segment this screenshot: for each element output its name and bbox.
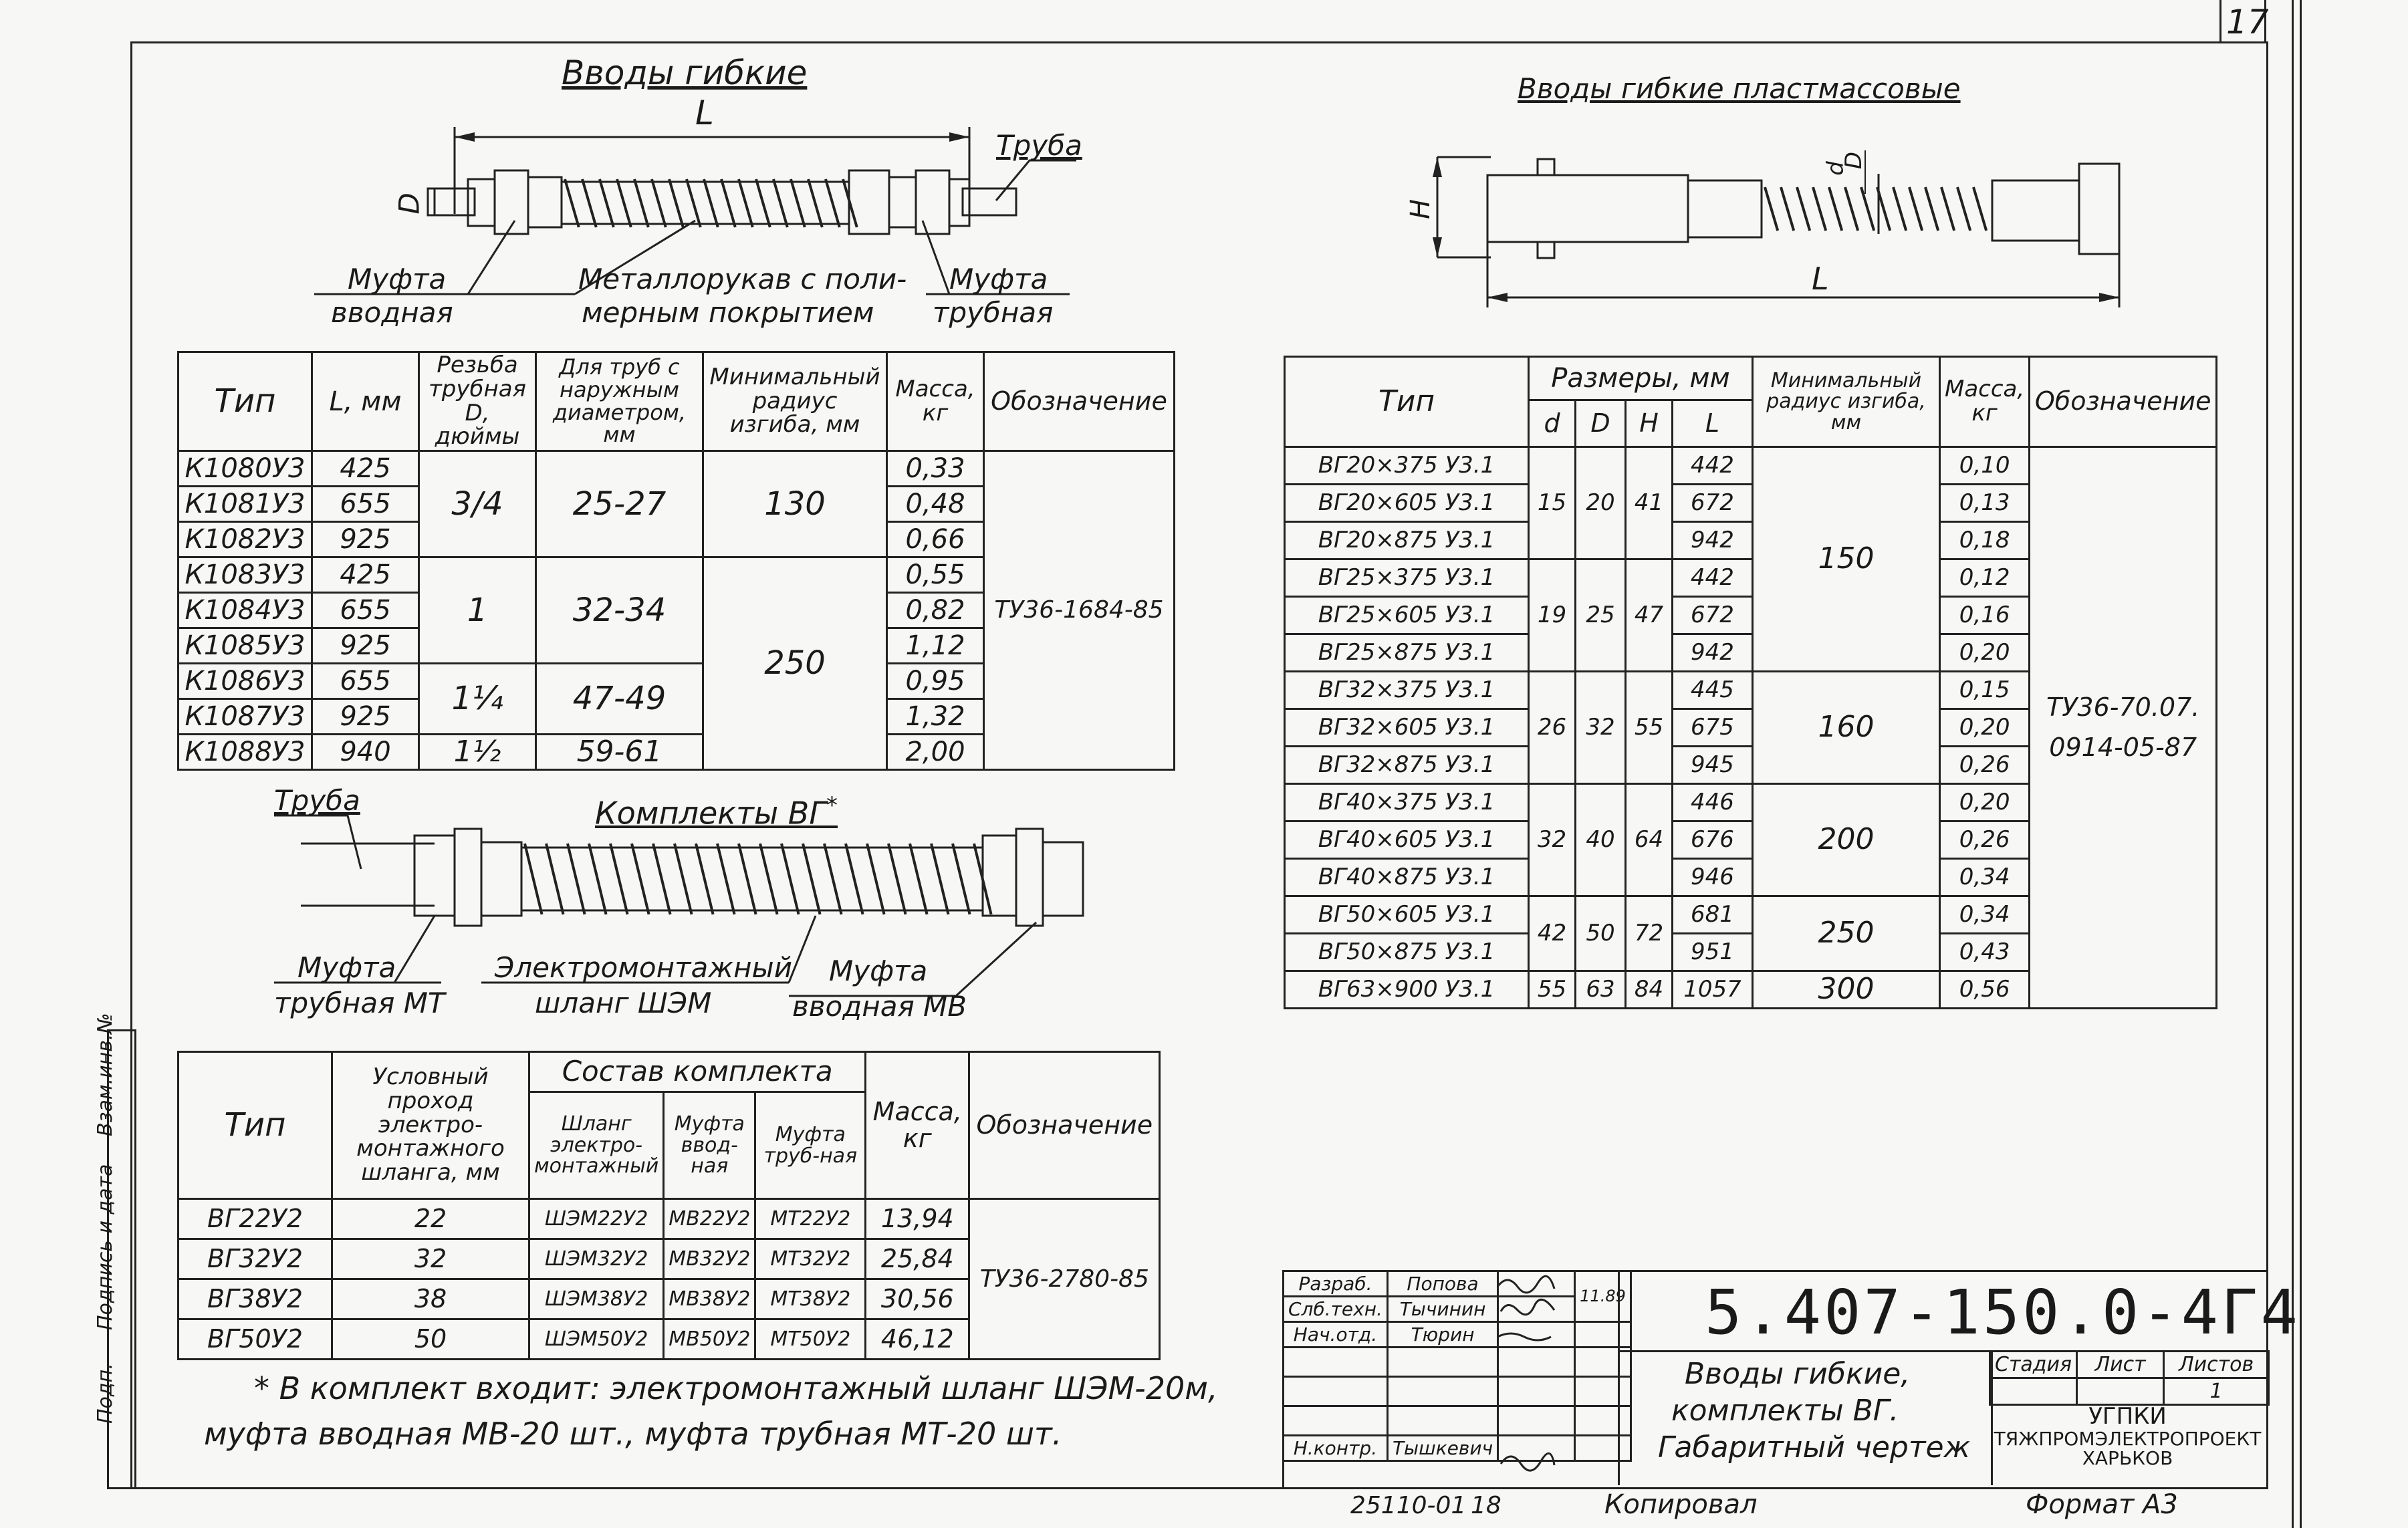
t2-r0-mt: МТ22У2 (755, 1199, 866, 1239)
t2-r1-mv: МВ32У2 (664, 1239, 755, 1279)
t2-r1-shlang: ШЭМ32У2 (529, 1239, 664, 1279)
t1-r2-type: К1082У3 (178, 522, 312, 557)
t3-r12-L: 681 (1673, 896, 1753, 934)
t1-radius-0: 130 (703, 451, 887, 557)
t3-r9-L: 446 (1673, 784, 1753, 821)
stamp-role-1: Слб.техн. (1284, 1297, 1388, 1322)
t1-r8-L: 940 (312, 735, 419, 770)
t2-r2-mt: МТ38У2 (755, 1279, 866, 1319)
label-mufta-vvodnaya-2: вводная (331, 296, 453, 329)
stamp-sheet-label: Лист (2077, 1352, 2164, 1378)
t3-r3-type: ВГ25×375 У3.1 (1285, 559, 1529, 597)
t1-g1-diam: 32-34 (536, 557, 703, 664)
stamp-name-6: Тышкевич (1387, 1436, 1497, 1461)
stamp-stage-value (1990, 1378, 2077, 1405)
t1-g2-thread: 1¼ (419, 664, 536, 735)
label-mufta-trubnaya-1: Муфта (949, 263, 1048, 295)
stamp-org-1: УГПКИ (2088, 1403, 2167, 1430)
t2-r2-mass: 30,56 (866, 1279, 969, 1319)
t1-r7-L: 925 (312, 699, 419, 735)
t3-r13-L: 951 (1673, 934, 1753, 971)
kit-title-asterisk: * (826, 792, 838, 819)
t3-g0-D: 20 (1576, 447, 1626, 559)
t3-r2-type: ВГ20×875 У3.1 (1285, 522, 1529, 559)
stamp-name-2: Тюрин (1387, 1322, 1497, 1348)
t1-r1-mass: 0,48 (887, 487, 984, 522)
t2-r0-mass: 13,94 (866, 1199, 969, 1239)
t3-h-radius: Минимальный радиус изгиба, мм (1753, 357, 1940, 447)
t2-h-mufta-vv: Муфта ввод-ная (664, 1092, 755, 1199)
kit-title-text: Комплекты ВГ (595, 795, 826, 832)
t2-h-type: Тип (178, 1052, 332, 1199)
t3-r7-L: 675 (1673, 709, 1753, 747)
dim-L-right: L (1812, 261, 1829, 297)
t2-r3-mv: МВ50У2 (664, 1319, 755, 1360)
t3-g1-H: 47 (1626, 559, 1673, 672)
t3-r6-type: ВГ32×375 У3.1 (1285, 672, 1529, 709)
t1-r6-L: 655 (312, 664, 419, 699)
t3-g5-D: 63 (1576, 971, 1626, 1009)
t3-r10-L: 676 (1673, 821, 1753, 859)
t3-g3-H: 64 (1626, 784, 1673, 896)
t1-r3-type: К1083У3 (178, 557, 312, 593)
t1-r4-type: К1084У3 (178, 593, 312, 628)
stamp-org-3: ХАРЬКОВ (2082, 1447, 2173, 1470)
t1-r3-mass: 0,55 (887, 557, 984, 593)
stamp-role-6: Н.контр. (1284, 1436, 1388, 1461)
dim-D-left: D (392, 193, 426, 215)
t3-g1-D: 25 (1576, 559, 1626, 672)
t3-radius-2: 200 (1753, 784, 1940, 896)
label-mufta-vvodnaya-1: Муфта (348, 263, 447, 295)
t1-r5-mass: 1,12 (887, 628, 984, 664)
t2-r3-type: ВГ50У2 (178, 1319, 332, 1360)
t3-g2-H: 55 (1626, 672, 1673, 784)
stamp-title-2: комплекты ВГ. (1671, 1394, 1899, 1428)
t1-r1-type: К1081У3 (178, 487, 312, 522)
t1-r6-type: К1086У3 (178, 664, 312, 699)
kit-label-shlang-2: шланг ШЭМ (535, 987, 712, 1019)
t2-r2-bore: 38 (332, 1279, 529, 1319)
t2-r3-mass: 46,12 (866, 1319, 969, 1360)
dim-H-right: H (1405, 199, 1437, 220)
t1-r4-L: 655 (312, 593, 419, 628)
kit-label-mufta-mv-2: вводная МВ (792, 990, 967, 1023)
stamp-role-0: Разраб. (1284, 1271, 1388, 1297)
t2-r0-type: ВГ22У2 (178, 1199, 332, 1239)
t2-r3-mt: МТ50У2 (755, 1319, 866, 1360)
t3-r4-mass: 0,16 (1940, 597, 2030, 634)
t3-g1-d: 19 (1529, 559, 1576, 672)
t3-h-mass: Масса, кг (1940, 357, 2030, 447)
t2-designation: ТУ36-2780-85 (969, 1199, 1160, 1360)
t3-r4-type: ВГ25×605 У3.1 (1285, 597, 1529, 634)
t1-g0-diam: 25-27 (536, 451, 703, 557)
left-strip-podpis: Подпись и дата (94, 1164, 117, 1330)
t3-h-type: Тип (1285, 357, 1529, 447)
t3-r8-mass: 0,26 (1940, 747, 2030, 784)
t3-g3-D: 40 (1576, 784, 1626, 896)
t3-r4-L: 672 (1673, 597, 1753, 634)
t2-h-bore: Условный проход электро-монтажного шланга, мм (332, 1052, 529, 1199)
t3-g0-H: 41 (1626, 447, 1673, 559)
t3-g4-d: 42 (1529, 896, 1576, 971)
t1-g3-diam: 59-61 (536, 735, 703, 770)
t1-r2-L: 925 (312, 522, 419, 557)
t3-g4-D: 50 (1576, 896, 1626, 971)
t3-r1-L: 672 (1673, 485, 1753, 522)
t3-r7-mass: 0,20 (1940, 709, 2030, 747)
t3-g5-d: 55 (1529, 971, 1576, 1009)
dim-d-right: d (1822, 161, 1849, 176)
t2-h-composition: Состав комплекта (529, 1052, 866, 1092)
copied-label: Копировал (1604, 1489, 1758, 1520)
kit-label-mufta-mt-1: Муфта (297, 951, 396, 984)
t3-r2-L: 942 (1673, 522, 1753, 559)
t1-r8-mass: 2,00 (887, 735, 984, 770)
stamp-name-0: Попова (1387, 1271, 1497, 1297)
t3-h-d: d (1529, 400, 1576, 447)
t1-r3-L: 425 (312, 557, 419, 593)
t3-r13-mass: 0,43 (1940, 934, 2030, 971)
t1-g3-thread: 1½ (419, 735, 536, 770)
t3-r3-L: 442 (1673, 559, 1753, 597)
t3-r14-type: ВГ63×900 У3.1 (1285, 971, 1529, 1009)
t1-h-L: L, мм (312, 352, 419, 451)
left-title: Вводы гибкие (562, 53, 808, 92)
t3-r9-mass: 0,20 (1940, 784, 2030, 821)
stamp-sheets-label: Листов (2164, 1352, 2269, 1378)
stamp-org-2: ТЯЖПРОМЭЛЕКТРОПРОЕКТ (1994, 1427, 2262, 1450)
t2-r0-shlang: ШЭМ22У2 (529, 1199, 664, 1239)
t1-r7-mass: 1,32 (887, 699, 984, 735)
t3-g2-d: 26 (1529, 672, 1576, 784)
t3-radius-4: 300 (1753, 971, 1940, 1009)
t3-radius-0: 150 (1753, 447, 1940, 672)
t3-r14-mass: 0,56 (1940, 971, 2030, 1009)
t3-r11-L: 946 (1673, 859, 1753, 896)
t3-radius-1: 160 (1753, 672, 1940, 784)
t3-r8-type: ВГ32×875 У3.1 (1285, 747, 1529, 784)
t3-r14-L: 1057 (1673, 971, 1753, 1009)
t2-h-designation: Обозначение (969, 1052, 1160, 1199)
t2-r1-mt: МТ32У2 (755, 1239, 866, 1279)
stamp-org (1991, 1405, 2264, 1468)
t3-r11-type: ВГ40×875 У3.1 (1285, 859, 1529, 896)
t1-r5-type: К1085У3 (178, 628, 312, 664)
footnote-line-1: * В комплект входит: электромонтажный шланг ШЭМ-20м, (254, 1370, 1218, 1406)
t3-radius-3: 250 (1753, 896, 1940, 971)
t3-g5-H: 84 (1626, 971, 1673, 1009)
stamp-sheet-table (1989, 1350, 2270, 1406)
t2-r1-mass: 25,84 (866, 1239, 969, 1279)
t3-r3-mass: 0,12 (1940, 559, 2030, 597)
t2-h-shlang: Шланг электро-монтажный (529, 1092, 664, 1199)
t3-r11-mass: 0,34 (1940, 859, 2030, 896)
t1-h-type: Тип (178, 352, 312, 451)
t3-r2-mass: 0,18 (1940, 522, 2030, 559)
t3-h-sizes: Размеры, мм (1529, 357, 1753, 400)
t3-r0-mass: 0,10 (1940, 447, 2030, 485)
label-metallorukav-1: Металлорукав с поли- (578, 263, 907, 295)
t3-g4-H: 72 (1626, 896, 1673, 971)
t3-r0-type: ВГ20×375 У3.1 (1285, 447, 1529, 485)
t1-r7-type: К1087У3 (178, 699, 312, 735)
t3-r6-mass: 0,15 (1940, 672, 2030, 709)
archive-sheet: 18 (1471, 1492, 1501, 1519)
t3-designation-2: 0914-05-87 (2049, 732, 2197, 762)
t1-g1-thread: 1 (419, 557, 536, 664)
t3-r9-type: ВГ40×375 У3.1 (1285, 784, 1529, 821)
t1-r6-mass: 0,95 (887, 664, 984, 699)
t3-h-designation: Обозначение (2030, 357, 2217, 447)
sheet-number: 17 (2226, 3, 2269, 41)
t1-g2-diam: 47-49 (536, 664, 703, 735)
t1-r8-type: К1088У3 (178, 735, 312, 770)
t3-h-D: D (1576, 400, 1626, 447)
t1-radius-1: 250 (703, 557, 887, 770)
t1-h-diam: Для труб с наружным диаметром, мм (536, 352, 703, 451)
stamp-sheet-value (2077, 1378, 2164, 1405)
t2-r3-bore: 50 (332, 1319, 529, 1360)
t2-r1-bore: 32 (332, 1239, 529, 1279)
t3-g3-d: 32 (1529, 784, 1576, 896)
t1-h-radius: Минимальный радиус изгиба, мм (703, 352, 887, 451)
t2-r0-bore: 22 (332, 1199, 529, 1239)
label-pipe: Труба (996, 129, 1082, 162)
stamp-sheets-value: 1 (2164, 1378, 2269, 1405)
t2-r3-shlang: ШЭМ50У2 (529, 1319, 664, 1360)
footnote-line-2: муфта вводная МВ-20 шт., муфта трубная МТ-20 шт. (204, 1416, 1062, 1452)
label-mufta-trubnaya-2: трубная (933, 296, 1054, 329)
t3-r1-mass: 0,13 (1940, 485, 2030, 522)
t1-g0-thread: 3/4 (419, 451, 536, 557)
t2-r2-shlang: ШЭМ38У2 (529, 1279, 664, 1319)
t2-h-mufta-tr: Муфта труб-ная (755, 1092, 866, 1199)
t1-r1-L: 655 (312, 487, 419, 522)
t3-r5-type: ВГ25×875 У3.1 (1285, 634, 1529, 672)
kit-label-mufta-mt-2: трубная МТ (274, 987, 445, 1019)
t2-h-mass: Масса, кг (866, 1052, 969, 1199)
t3-r0-L: 442 (1673, 447, 1753, 485)
dim-D-right: D (1840, 151, 1868, 170)
label-metallorukav-2: мерным покрытием (582, 296, 874, 329)
t3-r7-type: ВГ32×605 У3.1 (1285, 709, 1529, 747)
t3-r10-type: ВГ40×605 У3.1 (1285, 821, 1529, 859)
t1-h-designation: Обозначение (984, 352, 1175, 451)
stamp-name-1: Тычинин (1387, 1297, 1497, 1322)
t3-g2-D: 32 (1576, 672, 1626, 784)
t3-g0-d: 15 (1529, 447, 1576, 559)
kit-label-shlang-1: Электромонтажный (495, 951, 792, 984)
t3-designation-1: ТУ36-70.07. (2046, 692, 2200, 722)
t1-r4-mass: 0,82 (887, 593, 984, 628)
stamp-role-2: Нач.отд. (1284, 1322, 1388, 1348)
archive-number: 25110-01 (1350, 1492, 1467, 1519)
stamp-stage-label: Стадия (1990, 1352, 2077, 1378)
stamp-date: 11.89 (1575, 1271, 1631, 1322)
t3-r8-L: 945 (1673, 747, 1753, 784)
t1-r5-L: 925 (312, 628, 419, 664)
t1-r0-L: 425 (312, 451, 419, 487)
t1-designation: ТУ36-1684-85 (984, 451, 1175, 770)
t2-r1-type: ВГ32У2 (178, 1239, 332, 1279)
left-strip-podp: Подп. (94, 1363, 117, 1424)
t3-h-H: H (1626, 400, 1673, 447)
t1-r0-mass: 0,33 (887, 451, 984, 487)
t3-r10-mass: 0,26 (1940, 821, 2030, 859)
t3-h-L: L (1673, 400, 1753, 447)
dim-L-left: L (695, 94, 714, 132)
t2-r2-type: ВГ38У2 (178, 1279, 332, 1319)
t1-h-mass: Масса, кг (887, 352, 984, 451)
t3-r5-L: 942 (1673, 634, 1753, 672)
format-label: Формат А3 (2026, 1489, 2178, 1520)
stamp-title-1: Вводы гибкие, (1685, 1357, 1911, 1391)
t1-r0-type: К1080У3 (178, 451, 312, 487)
kit-label-mufta-mv-1: Муфта (829, 954, 928, 987)
right-title: Вводы гибкие пластмассовые (1518, 72, 1961, 105)
t2-r0-mv: МВ22У2 (664, 1199, 755, 1239)
left-strip-vzam: Взам.инв.№ (94, 1013, 117, 1136)
t1-r2-mass: 0,66 (887, 522, 984, 557)
t3-r6-L: 445 (1673, 672, 1753, 709)
kit-label-pipe: Труба (274, 784, 360, 817)
stamp-title-3: Габаритный чертеж (1658, 1430, 1971, 1465)
t1-h-thread: Резьба трубная D, дюймы (419, 352, 536, 451)
t3-r1-type: ВГ20×605 У3.1 (1285, 485, 1529, 522)
stamp-doc-number: 5.407-150.0-4Г4 (1705, 1277, 2300, 1348)
t3-r5-mass: 0,20 (1940, 634, 2030, 672)
t3-r12-mass: 0,34 (1940, 896, 2030, 934)
t3-r13-type: ВГ50×875 У3.1 (1285, 934, 1529, 971)
t3-r12-type: ВГ50×605 У3.1 (1285, 896, 1529, 934)
t2-r2-mv: МВ38У2 (664, 1279, 755, 1319)
